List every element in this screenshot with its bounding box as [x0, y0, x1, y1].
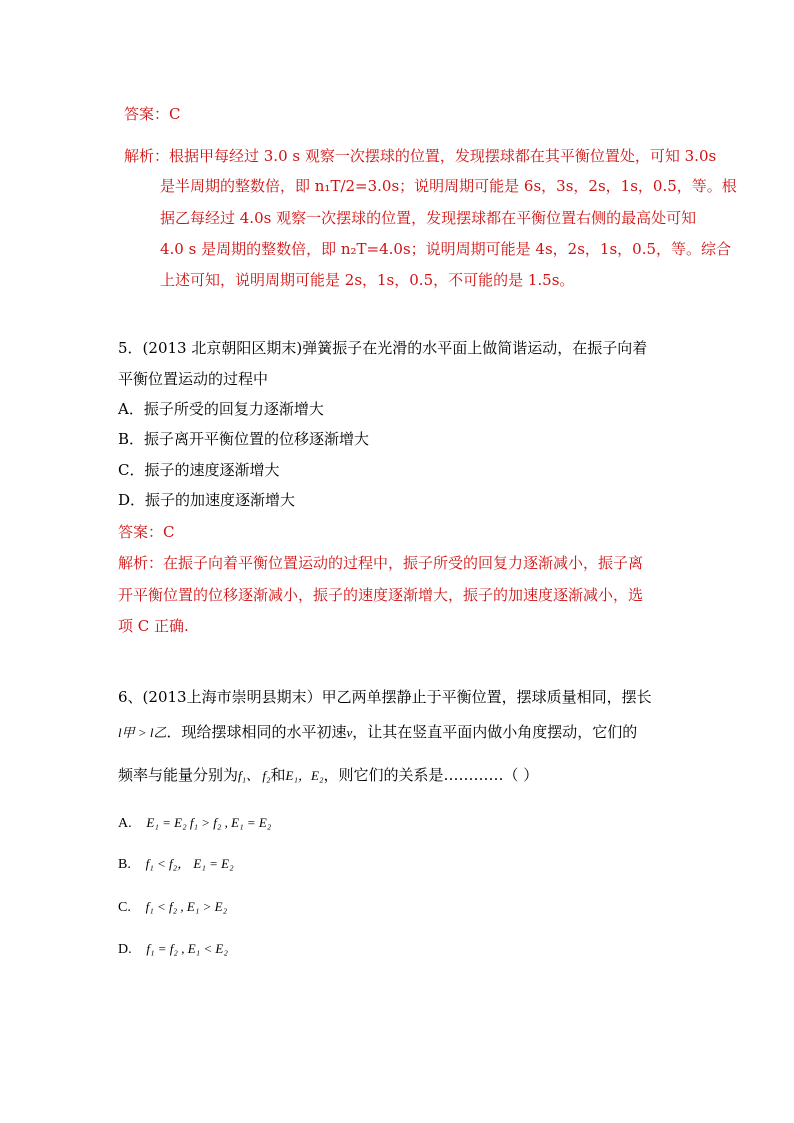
q5-option-b: B．振子离开平衡位置的位移逐渐增大 — [118, 430, 370, 448]
q5-answer: 答案：C — [118, 523, 175, 541]
q6-stem-line-3-b: ，则它们的关系是…………（ ） — [323, 766, 539, 784]
prev-answer: 答案：C — [124, 105, 181, 123]
q5-option-d: D．振子的加速度逐渐增大 — [118, 491, 296, 509]
q6-option-a-expr: E₁ = E₂ f₁ > f₂ , E₁ = E₂ — [146, 815, 272, 830]
q6-frequency-symbols: f₁、 f₂ — [238, 768, 271, 783]
q6-stem-line-2-b: ，让其在竖直平面内做小角度摆动，它们的 — [352, 723, 638, 741]
q6-option-b-expr: f₁ < f₂， E₁ = E₂ — [145, 856, 234, 871]
prev-explanation-line-3: 据乙每经过 4.0s 观察一次摆球的位置，发现摆球都在平衡位置右侧的最高处可知 — [160, 209, 697, 227]
q6-option-c-label: C. — [118, 900, 131, 915]
q5-explanation-line-3: 项 C 正确. — [118, 617, 189, 635]
q6-option-c-expr: f₁ < f₂ , E₁ > E₂ — [145, 899, 228, 914]
q5-explanation-line-1: 解析：在振子向着平衡位置运动的过程中，振子所受的回复力逐渐减小，振子离 — [118, 554, 644, 572]
prev-explanation-line-2: 是半周期的整数倍，即 n₁T/2=3.0s；说明周期可能是 6s，3s，2s，1s，0.5，等。根 — [160, 177, 737, 195]
q6-stem-line-2-a: ．现给摆球相同的水平初速 — [166, 723, 347, 741]
q6-option-b-label: B. — [118, 857, 131, 872]
q6-stem-line-3-and: 和 — [270, 766, 286, 784]
q6-stem-line-3-a: 频率与能量分别为 — [118, 766, 239, 784]
q5-option-c: C．振子的速度逐渐增大 — [118, 461, 280, 479]
q6-option-d-expr: f₁ = f₂ , E₁ < E₂ — [146, 941, 228, 956]
q6-option-c — [118, 896, 227, 918]
q6-option-d — [118, 938, 228, 960]
q6-stem-line-2 — [118, 722, 637, 743]
q5-stem-line-1: 5．(2013 北京朝阳区期末)弹簧振子在光滑的水平面上做简谐运动，在振子向着 — [118, 339, 648, 357]
q5-stem-line-2: 平衡位置运动的过程中 — [118, 370, 269, 388]
prev-explanation-line-5: 上述可知，说明周期可能是 2s，1s，0.5，不可能的是 1.5s。 — [160, 271, 575, 289]
q6-option-d-label: D. — [118, 942, 132, 957]
q6-energy-symbols: E₁，E₂ — [285, 768, 324, 783]
prev-explanation-line-1: 解析：根据甲每经过 3.0 s 观察一次摆球的位置，发现摆球都在其平衡位置处，可知 3.0s — [124, 147, 717, 165]
q5-option-a: A．振子所受的回复力逐渐增大 — [118, 400, 324, 418]
q6-option-b — [118, 853, 234, 875]
q6-option-a — [118, 812, 271, 834]
q6-option-a-label: A. — [118, 816, 132, 831]
q5-explanation-line-2: 开平衡位置的位移逐渐减小，振子的速度逐渐增大，振子的加速度逐渐减小，选 — [118, 586, 644, 604]
q6-stem-line-1: 6、(2013上海市崇明县期末）甲乙两单摆静止于平衡位置，摆球质量相同，摆长 — [118, 688, 652, 706]
q6-velocity-symbol: v — [346, 725, 353, 740]
q6-length-relation: l甲 > l乙 — [118, 725, 167, 740]
q6-stem-line-3 — [118, 765, 538, 786]
prev-explanation-line-4: 4.0 s 是周期的整数倍，即 n₂T=4.0s；说明周期可能是 4s，2s，1s，0.5，等。综合 — [160, 240, 732, 258]
